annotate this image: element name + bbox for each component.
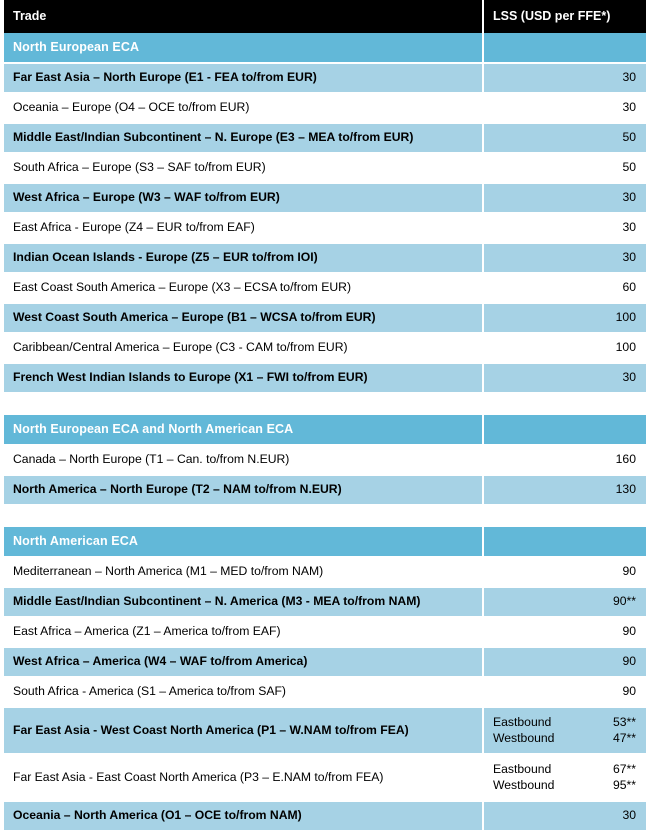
table-row — [4, 647, 646, 677]
table-row — [4, 363, 646, 393]
lss-value-cell: 30 — [483, 801, 646, 831]
lss-value-cell: 30 — [483, 363, 646, 393]
trade-name-cell: Indian Ocean Islands - Europe (Z5 – EUR to/from IOI) — [4, 243, 483, 273]
section-header-row — [4, 414, 646, 445]
section-header-row — [4, 33, 646, 63]
table-row — [4, 587, 646, 617]
table-row — [4, 183, 646, 213]
trade-name-cell: West Africa – America (W4 – WAF to/from America) — [4, 647, 483, 677]
lss-value-cell: 30 — [483, 213, 646, 243]
table-row — [4, 677, 646, 707]
trade-name-cell: Oceania – North America (O1 – OCE to/from NAM) — [4, 801, 483, 831]
table-row — [4, 475, 646, 505]
trade-name-cell: Middle East/Indian Subcontinent – N. America (M3 - MEA to/from NAM) — [4, 587, 483, 617]
trade-name-cell: Middle East/Indian Subcontinent – N. Europe (E3 – MEA to/from EUR) — [4, 123, 483, 153]
trade-name-cell: East Africa - Europe (Z4 – EUR to/from EAF) — [4, 213, 483, 243]
trade-name-cell: French West Indian Islands to Europe (X1 – FWI to/from EUR) — [4, 363, 483, 393]
section-title: North European ECA and North American ECA — [4, 414, 483, 445]
direction-line — [493, 761, 636, 777]
table-row — [4, 273, 646, 303]
column-header-trade: Trade — [4, 0, 483, 33]
section-title: North American ECA — [4, 526, 483, 557]
trade-name-cell: Far East Asia - West Coast North America (P1 – W.NAM to/from FEA) — [4, 707, 483, 754]
direction-line — [493, 730, 636, 746]
table-row — [4, 445, 646, 475]
table-row — [4, 617, 646, 647]
lss-value-cell: 90 — [483, 557, 646, 587]
column-header-value: LSS (USD per FFE*) — [483, 0, 646, 33]
direction-value: 95** — [612, 778, 636, 792]
lss-value-cell: 30 — [483, 93, 646, 123]
direction-line — [493, 714, 636, 730]
section-spacer — [4, 505, 646, 526]
trade-name-cell: East Coast South America – Europe (X3 – ECSA to/from EUR) — [4, 273, 483, 303]
table-row — [4, 707, 646, 754]
trade-name-cell: East Africa – America (Z1 – America to/from EAF) — [4, 617, 483, 647]
lss-value-cell: 90 — [483, 647, 646, 677]
table-row — [4, 243, 646, 273]
table-row — [4, 557, 646, 587]
trade-name-cell: Caribbean/Central America – Europe (C3 - CAM to/from EUR) — [4, 333, 483, 363]
section-header-value-cell — [483, 33, 646, 63]
direction-value: 67** — [612, 762, 636, 776]
section-spacer-cell — [4, 393, 646, 414]
trade-name-cell: Far East Asia – North Europe (E1 - FEA to/from EUR) — [4, 63, 483, 93]
direction-label: Eastbound — [493, 762, 552, 776]
trade-name-cell: South Africa – Europe (S3 – SAF to/from EUR) — [4, 153, 483, 183]
lss-value-cell: 60 — [483, 273, 646, 303]
table-header — [4, 0, 646, 33]
lss-directional-value-cell — [483, 707, 646, 754]
direction-label: Eastbound — [493, 715, 552, 729]
lss-value-cell: 100 — [483, 303, 646, 333]
table-row — [4, 63, 646, 93]
lss-value-cell: 50 — [483, 123, 646, 153]
direction-value: 53** — [612, 715, 636, 729]
table-row — [4, 213, 646, 243]
lss-value-cell: 30 — [483, 63, 646, 93]
table-row — [4, 93, 646, 123]
header-row — [4, 0, 646, 33]
table-row — [4, 123, 646, 153]
direction-line — [493, 777, 636, 793]
table-body — [4, 33, 646, 831]
lss-value-cell: 30 — [483, 183, 646, 213]
trade-name-cell: Oceania – Europe (O4 – OCE to/from EUR) — [4, 93, 483, 123]
table-row — [4, 801, 646, 831]
lss-value-cell: 50 — [483, 153, 646, 183]
lss-value-cell: 90 — [483, 677, 646, 707]
trade-name-cell: Far East Asia - East Coast North America (P3 – E.NAM to/from FEA) — [4, 754, 483, 801]
lss-value-cell: 130 — [483, 475, 646, 505]
section-header-value-cell — [483, 414, 646, 445]
direction-label: Westbound — [493, 778, 555, 792]
trade-name-cell: South Africa - America (S1 – America to/from SAF) — [4, 677, 483, 707]
trade-name-cell: Canada – North Europe (T1 – Can. to/from N.EUR) — [4, 445, 483, 475]
table-row — [4, 303, 646, 333]
section-spacer — [4, 393, 646, 414]
section-header-row — [4, 526, 646, 557]
trade-name-cell: West Coast South America – Europe (B1 – WCSA to/from EUR) — [4, 303, 483, 333]
section-title: North European ECA — [4, 33, 483, 63]
section-spacer-cell — [4, 505, 646, 526]
section-header-value-cell — [483, 526, 646, 557]
lss-directional-value-cell — [483, 754, 646, 801]
trade-name-cell: Mediterranean – North America (M1 – MED to/from NAM) — [4, 557, 483, 587]
lss-value-cell: 90** — [483, 587, 646, 617]
table-row — [4, 153, 646, 183]
lss-value-cell: 160 — [483, 445, 646, 475]
lss-value-cell: 90 — [483, 617, 646, 647]
table-row — [4, 754, 646, 801]
lss-value-cell: 30 — [483, 243, 646, 273]
direction-value: 47** — [612, 731, 636, 745]
table-row — [4, 333, 646, 363]
trade-name-cell: North America – North Europe (T2 – NAM to/from N.EUR) — [4, 475, 483, 505]
lss-value-cell: 100 — [483, 333, 646, 363]
trade-name-cell: West Africa – Europe (W3 – WAF to/from EUR) — [4, 183, 483, 213]
lss-rates-table — [4, 0, 646, 832]
direction-label: Westbound — [493, 731, 555, 745]
